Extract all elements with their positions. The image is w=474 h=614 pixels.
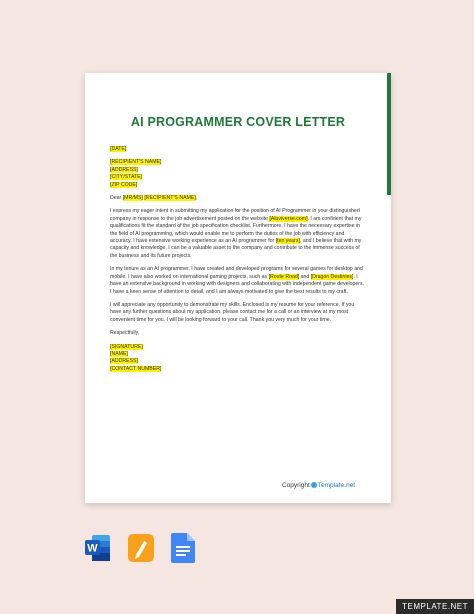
pages-icon[interactable]	[128, 533, 152, 563]
letter-page	[85, 73, 391, 503]
copyright-prefix: Copyright	[281, 482, 310, 489]
paragraph-3: I will appreciate any opportunity to demonstrate my skills. Enclosed is my resume for your reference. If you have any further questions about my application, please contact me for a call or an interview at my most convenient time for you. I will be looking forward to your call. Thank you very much for your time.	[110, 301, 355, 323]
signature: [SIGNATURE]	[110, 343, 143, 350]
p2-text-a: In my tenure as an AI programmer, I have created and developed programs for several games for desktop and mobile. I have also worked on international gaming projects, such as	[110, 266, 363, 280]
p2-game-2: [Dragon Destinies]	[310, 273, 354, 280]
svg-text:W: W	[87, 542, 98, 555]
recipient-city-state: [CITY/STATE]	[110, 174, 143, 181]
recipient-zip: [ZIP CODE]	[110, 181, 138, 188]
p1-text-a: I express my eager intent in submitting my application for the position of AI Programmer in your distinguished company in response to the job advertisement posted on the website	[110, 208, 360, 222]
p2-game-1: [Route Road]	[268, 273, 300, 280]
p1-website: [Aluviverse.com]	[269, 215, 308, 222]
letter-body	[110, 146, 365, 379]
copyright	[282, 482, 355, 489]
word-icon[interactable]	[85, 533, 109, 563]
recipient-name: [RECIPIENT'S NAME]	[110, 159, 162, 166]
recipient-address: [ADDRESS]	[110, 166, 138, 173]
p2-text-c: . I have an extensive background in working with designers and collaborating with independent game developers. I have a keen sense of attention to detail, and I am always motivated to give the best results to my craft.	[110, 273, 365, 295]
p1-text-c: , and I believe that with my capacity and knowledge, I can be a valuable asset to the company and contribute to the immense success of the business and its future projects.	[110, 238, 362, 259]
salutation-name: [RECIPIENT'S NAME]	[144, 195, 196, 202]
closing: Respectfully,	[110, 330, 140, 337]
signature-block	[110, 344, 365, 374]
app-format-icons	[85, 533, 195, 563]
p2-text-b: and	[299, 273, 311, 280]
paragraph-1	[110, 208, 365, 260]
salutation	[110, 195, 365, 202]
salutation-prefix: Dear	[110, 195, 123, 202]
accent-bar	[387, 73, 391, 195]
paragraph-2	[110, 266, 365, 296]
sender-address: [ADDRESS]	[110, 358, 138, 365]
sender-contact: [CONTACT NUMBER]	[110, 365, 162, 372]
date-placeholder: [DATE]	[110, 146, 127, 152]
salutation-title: [MR/MS]	[122, 195, 143, 202]
recipient-block	[110, 159, 365, 189]
google-docs-icon[interactable]	[171, 533, 195, 563]
p1-text-b: . I am confident that my qualifications fit the standard of the job specification checklist. Furthermore, I have the necessary expertise in the field of AI programming, which would enable me to perform the duties of the job with efficiency and accuracy. I have extensive working experience as an AI programmer for	[110, 215, 362, 245]
sender-name: [NAME]	[110, 350, 128, 357]
date-block	[110, 146, 365, 153]
template-net-badge: TEMPLATE.NET	[396, 599, 474, 614]
document-title: AI PROGRAMMER COVER LETTER	[130, 115, 346, 129]
template-net-icon	[311, 482, 317, 488]
salutation-suffix: ,	[195, 195, 198, 202]
p1-years: [ten years]	[275, 238, 300, 245]
copyright-brand: Template.net	[317, 482, 355, 489]
